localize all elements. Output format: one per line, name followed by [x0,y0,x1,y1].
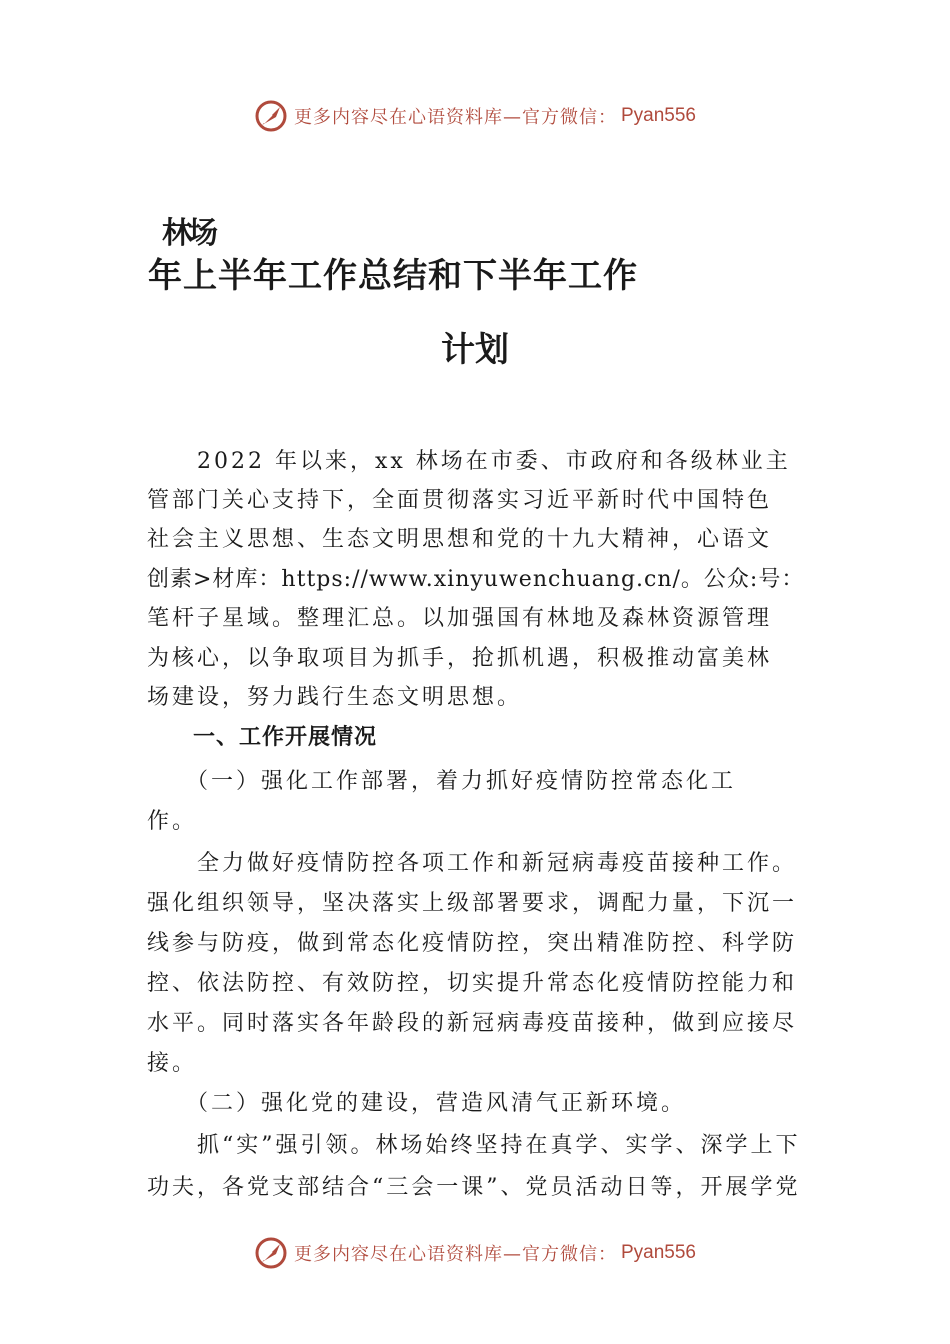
quill-logo-icon [254,99,288,133]
body-line: 全力做好疫情防控各项工作和新冠病毒疫苗接种工作。 [147,851,798,876]
body-line: 2022 年以来，xx 林场在市委、市政府和各级林业主 [147,449,791,474]
watermark-text: 更多内容尽在心语资料库—官方微信： [293,1244,617,1265]
subsection-heading: （二）强化党的建设，营造风清气正新环境。 [147,1091,687,1116]
watermark-text: 更多内容尽在心语资料库—官方微信： [293,107,617,128]
title-line-1: 林场 [162,216,214,251]
body-line: 社会主义思想、生态文明思想和党的十九大精神，心语文 [147,527,773,552]
body-line: 为核心，以争取项目为抓手，抢抓机遇，积极推动富美林 [147,646,773,671]
title-line-2: 年上半年工作总结和下半年工作 [148,256,638,296]
body-line: 强化组织领导，坚决落实上级部署要求，调配力量，下沉一 [147,891,798,916]
header-watermark [0,96,950,136]
section-heading: 一、工作开展情况 [147,725,378,750]
body-line: 创素>材库：https://www.xinyuwenchuang.cn/。公众:号： [147,567,805,592]
footer-watermark [0,1233,950,1273]
body-line: 功夫，各党支部结合“三会一课”、党员活动日等，开展学党 [147,1175,801,1200]
subsection-heading: （一）强化工作部署，着力抓好疫情防控常态化工 [147,769,737,794]
body-line: 水平。同时落实各年龄段的新冠病毒疫苗接种，做到应接尽 [147,1011,798,1036]
body-line: 接。 [147,1051,198,1076]
body-line: 线参与防疫，做到常态化疫情防控，突出精准防控、科学防 [147,931,798,956]
body-line: 控、依法防控、有效防控，切实提升常态化疫情防控能力和 [147,971,798,996]
body-line: 抓“实”强引领。林场始终坚持在真学、实学、深学上下 [147,1133,801,1158]
body-line: 管部门关心支持下，全面贯彻落实习近平新时代中国特色 [147,488,773,513]
body-line: 作。 [147,809,198,834]
quill-logo-icon [254,1236,288,1270]
watermark-wechat-id: Pyan556 [620,105,696,126]
body-line: 笔杆子星域。整理汇总。以加强国有林地及森林资源管理 [147,606,773,631]
title-line-3: 计划 [441,330,509,370]
body-line: 场建设，努力践行生态文明思想。 [147,685,523,710]
watermark-wechat-id: Pyan556 [620,1242,696,1263]
